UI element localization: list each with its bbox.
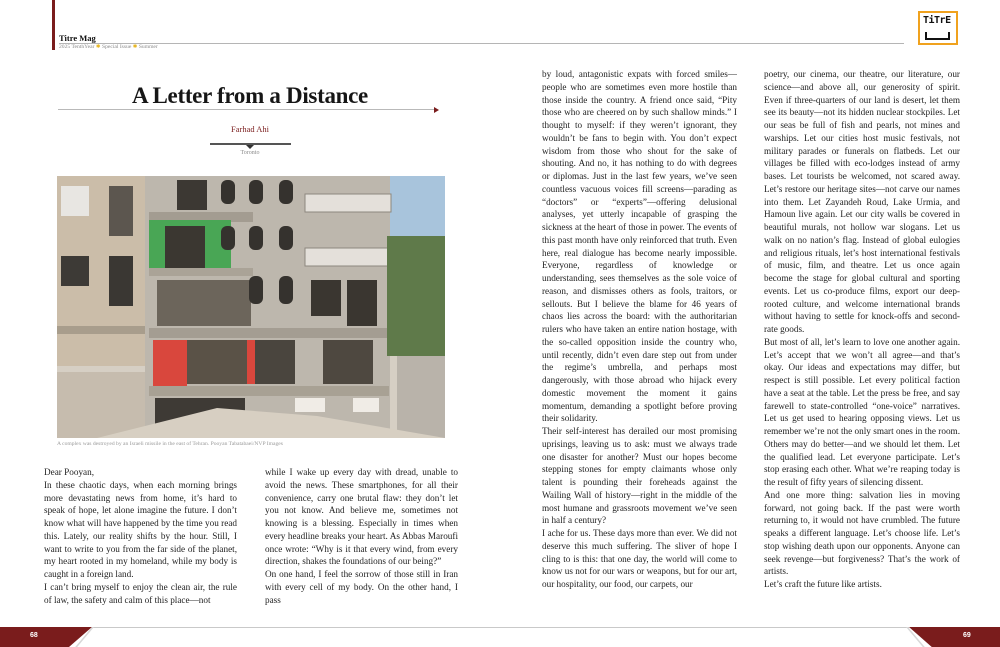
paragraph: I ache for us. These days more than ever. We did not deserve this much suffering. The sliver of hope I cling to is this: that one day, the world will come to know us not for our wars or weapons, but for our art, our hospitality, our food, our carpets, our: [542, 528, 737, 589]
paragraph: while I wake up every day with dread, unable to avoid the news. These smartphones, for all their convenience, carry one brutal flaw: they don’t let you not know. And believe me, sometimes not knowing is a blessing. Especially in times when every headline breaks your heart. As Abbas Maroufi once wrote: “Why is it that every wind, from every direction, shakes the foundations of our being?”: [265, 467, 458, 567]
article-author: Farhad Ahi: [230, 124, 269, 134]
edition-line: [59, 44, 158, 50]
star-icon: ✱: [132, 44, 138, 50]
triangle-down-icon: [246, 145, 254, 149]
paragraph: In these chaotic days, when each morning brings more devastating news from home, it’s hard to speak of hope, let alone imagine the future. I don’t know what will have happened by the time you read this. Lately, our reality shifts by the hour. Still, I want to write to you from the far side of the planet, my heart rooted in my homeland, while my body is caught in a foreign land.: [44, 479, 237, 579]
article-column-1: [44, 466, 237, 606]
paragraph: I can’t bring myself to enjoy the clean air, the rule of law, the safety and calm of this place—not: [44, 581, 237, 605]
logo-persian-mark: [925, 32, 950, 40]
destroyed-building-illustration: [57, 176, 445, 438]
closing-line: Let’s craft the future like artists.: [764, 579, 882, 589]
logo-latin-text: TiTrE: [923, 15, 951, 26]
magazine-name: Titre Mag: [59, 33, 96, 43]
article-title: A Letter from a Distance: [132, 83, 368, 109]
titre-logo[interactable]: [918, 11, 958, 45]
article-column-4: [764, 68, 960, 591]
paragraph: But most of all, let’s learn to love one another again. Let’s accept that we won’t all agree—and that’s okay. Our ideas and expectations may differ, but respect is still possible. Let every political faction have a seat at the table. Let the press be free, and say farewell to state-controlled “one-voice” narratives. Let us get used to hearing opposing views. Let us remember we’re not the only smart ones in the room. Others may do better—and we should let them. Let the qualified lead. Let everyone participate. Let’s stop erasing each other. What we’re reaping today is the result of fifty years of silencing dissent.: [764, 336, 960, 487]
paragraph: And one more thing: salvation lies in moving forward, not going back. If the past were worth returning to, it would not have crumbled. The future speaks a different language. Let’s choose life. Let’s stop wishing death upon our opponents. Anyone can seek revenge—but forgiveness? That’s the work of artists.: [764, 489, 960, 577]
edition-issue: Special Issue: [101, 44, 132, 50]
paragraph: Their self-interest has derailed our most promising uprisings, leaving us to ask: must we always trade one disaster for another? Must our hopes become stepping stones for empty claimants whose only talent is pounding their foreheads against the Wailing Wall of history—right in the middle of the most humane and grassroots movement we’ve seen in half a century?: [542, 426, 737, 526]
edition-season: Summer: [138, 44, 158, 50]
star-icon: ✱: [95, 44, 101, 50]
paragraph: On one hand, I feel the sorrow of those still in Iran with every cell of my body. On the other hand, I pass: [265, 569, 458, 605]
edition-year: 2025 TenthYear: [59, 44, 95, 50]
article-column-3: [542, 68, 737, 591]
header-divider: [59, 43, 904, 44]
article-column-2: [265, 466, 458, 606]
title-divider: [58, 109, 434, 110]
article-location: Toronto: [240, 150, 260, 156]
salutation: Dear Pooyan,: [44, 467, 95, 477]
page-number-left: 68: [30, 632, 38, 639]
arrow-right-icon: [434, 107, 439, 113]
header-accent-bar: [52, 0, 55, 50]
footer-divider: [92, 627, 909, 628]
photo-caption: A complex was destroyed by an Israeli missile in the east of Tehran. Pooyan Tabatabaei/NVP Images: [57, 441, 283, 447]
page-number-right: 69: [963, 632, 971, 639]
paragraph: by loud, antagonistic expats with forced smiles—people who are sometimes even more hostile than those inside the country. A friend once said, “Pity those who are cheered on by such shallow minds.” I thought to myself: if they weren’t ignorant, they wouldn’t be fans to begin with. You don’t expect wisdom from those who shout for the sake of shouting. And no, it has nothing to do with degrees or diplomas. Just in the last few years, we’ve seen countless vacuous voices fill screens—parading as “doctors” or “experts”—offering delusional analyses, yet utterly incapable of grasping the sickness at the heart of those in power. The events of this past month have only reinforced that truth. Even here, real dialogue has become nearly impossible. Everyone, regardless of knowledge or understanding, sees themselves as the sole voice of reason, and dismisses others as fools, traitors, or sellouts. But I believe the blame for 46 years of chaos lies across the board: with the authoritarian rulers who have taken an entire nation hostage, with the so-called opposition inside the country who, until recently, didn’t even dare step out from under the regime’s umbrella, and perhaps most dangerously, with those abroad who hijack every domestic movement the moment it gains momentum, demanding a spotlight before proving their solidarity.: [542, 69, 737, 424]
paragraph: poetry, our cinema, our theatre, our literature, our science—and above all, our generosity of spirit. Even if three-quarters of our land is desert, let them see its beauty—not its hidden nuclear stockpiles. Let our seas be full of fish and pearls, not mines and warships. Let our cities host music festivals, not military parades or funerals on flatbeds. Let our villages be filled with eco-lodges instead of army bases. Let tourists be welcomed, not scared away. Let’s restore our heritage sites—not carve our names into them. Let Zayandeh Roud, Lake Urmia, and Hamoun live again. Let our city walls be covered in beautiful murals, not hollow war slogans. Let us walk on no nation’s flag. Instead of global eulogies and religious rituals, let’s host international festivals of music, film, and theatre. Let us once again become the stage for global cultural and sporting events. Let us co-produce films, export our deep-rooted culture, and welcome international brands without having to settle for knock-offs and second-rate goods.: [764, 69, 960, 334]
article-photo: [57, 176, 445, 438]
